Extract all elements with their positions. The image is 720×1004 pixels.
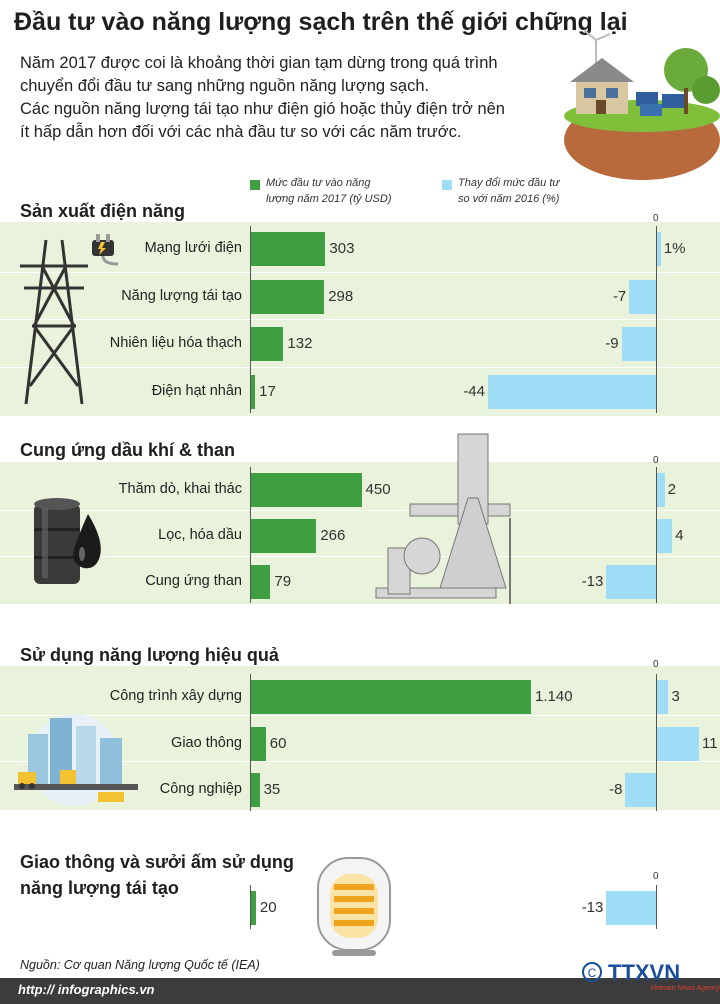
oil-pumpjack-icon	[350, 428, 520, 604]
zero-label: 0	[653, 455, 659, 466]
category-label: Mạng lưới điện	[144, 240, 242, 256]
investment-bar	[251, 232, 325, 266]
electric-heater-icon	[314, 854, 394, 958]
legend-change-line: so với năm 2016 (%)	[458, 193, 560, 205]
legend-swatch-change	[442, 180, 452, 190]
category-label: Điện hạt nhân	[151, 382, 242, 399]
oil-barrel-icon	[30, 496, 108, 588]
legend-investment-line: Mức đầu tư vào năng	[266, 177, 371, 189]
change-zero-axis	[656, 885, 657, 929]
investment-bar	[251, 680, 531, 714]
category-label: Năng lượng tái tạo	[121, 287, 242, 304]
change-bar	[657, 727, 699, 761]
change-value: 3	[671, 688, 680, 705]
power-pylon-icon	[18, 236, 90, 406]
plug-icon	[86, 228, 126, 268]
investment-value: 20	[259, 899, 277, 916]
svg-text:C: C	[587, 966, 597, 980]
change-value: -8	[609, 781, 623, 798]
change-value: -7	[612, 287, 627, 305]
change-bar	[629, 280, 656, 314]
investment-bar	[251, 565, 270, 599]
change-bar	[657, 473, 665, 507]
site-url[interactable]: http:// infographics.vn	[18, 982, 155, 997]
intro-line: chuyển đổi đầu tư sang những nguồn năng lượng sạch.	[20, 77, 430, 95]
change-value: -13	[581, 899, 604, 916]
change-value: -13	[581, 573, 604, 590]
change-bar	[622, 327, 656, 361]
page-title: Đầu tư vào năng lượng sạch trên thế giới chững lại	[14, 8, 628, 36]
category-label: Giao thông	[171, 734, 242, 751]
change-value: -9	[605, 335, 619, 352]
row-divider	[0, 367, 720, 368]
solar-house-illustration	[556, 30, 720, 180]
category-label: Công trình xây dựng	[109, 688, 242, 704]
zero-label: 0	[653, 871, 659, 882]
row-divider	[0, 272, 720, 273]
change-bar	[657, 680, 668, 714]
row-divider	[0, 319, 720, 320]
legend-swatch-investment	[250, 180, 260, 190]
category-label: Cung ứng than	[145, 573, 242, 589]
investment-value: 132	[287, 335, 313, 352]
ttxvn-logo	[580, 958, 720, 998]
investment-bar	[251, 473, 362, 507]
investment-value: 17	[259, 382, 276, 400]
change-value: 1%	[663, 240, 686, 257]
change-value: 2	[667, 481, 676, 498]
investment-bar	[251, 773, 260, 807]
zero-label: 0	[653, 213, 659, 224]
intro-line: Các nguồn năng lượng tái tạo như điện gió hoặc thủy điện trở nên	[20, 100, 505, 118]
change-value: 4	[675, 527, 684, 544]
investment-value: 266	[320, 527, 346, 544]
change-bar	[657, 232, 661, 266]
change-bar	[488, 375, 656, 409]
investment-bar	[251, 519, 316, 553]
legend-investment-line: lượng năm 2017 (tỷ USD)	[266, 193, 392, 205]
change-bar	[657, 519, 672, 553]
section-title: Cung ứng dầu khí & than	[20, 440, 236, 460]
zero-label: 0	[653, 659, 659, 670]
category-label: Thăm dò, khai thác	[118, 481, 242, 497]
change-value: -44	[463, 382, 485, 400]
category-label: Nhiên liệu hóa thạch	[109, 335, 242, 351]
change-bar	[625, 773, 656, 807]
investment-value: 1.140	[535, 688, 573, 705]
investment-value: 298	[328, 287, 354, 305]
change-value: 11	[702, 734, 718, 752]
city-buildings-icon	[14, 708, 138, 804]
intro-line: Năm 2017 được coi là khoảng thời gian tạm dừng trong quá trình	[20, 54, 498, 72]
legend-change-line: Thay đổi mức đầu tư	[458, 177, 560, 189]
investment-value: 79	[274, 573, 292, 590]
section-title: năng lượng tái tạo	[20, 878, 179, 898]
investment-bar	[251, 327, 283, 361]
intro-line: ít hấp dẫn hơn đối với các nhà đầu tư so với các năm trước.	[20, 123, 462, 141]
investment-bar	[251, 891, 256, 925]
investment-bar	[251, 375, 255, 409]
investment-value: 60	[269, 734, 287, 752]
investment-value: 35	[263, 781, 281, 798]
investment-bar	[251, 280, 324, 314]
source-note: Nguồn: Cơ quan Năng lượng Quốc tế (IEA)	[20, 958, 260, 972]
change-bar	[606, 891, 656, 925]
category-label: Lọc, hóa dầu	[158, 527, 242, 543]
investment-value: 450	[365, 481, 391, 498]
svg-text:TTXVN: TTXVN	[608, 960, 681, 985]
section-title: Sử dụng năng lượng hiệu quả	[20, 645, 279, 665]
investment-bar	[251, 727, 266, 761]
section-title: Giao thông và sưởi ấm sử dụng	[20, 852, 294, 872]
category-label: Công nghiệp	[159, 781, 242, 797]
change-bar	[606, 565, 656, 599]
section-title: Sản xuất điện năng	[20, 201, 186, 221]
investment-value: 303	[329, 240, 355, 257]
svg-text:Vietnam News Agency: Vietnam News Agency	[650, 985, 720, 992]
